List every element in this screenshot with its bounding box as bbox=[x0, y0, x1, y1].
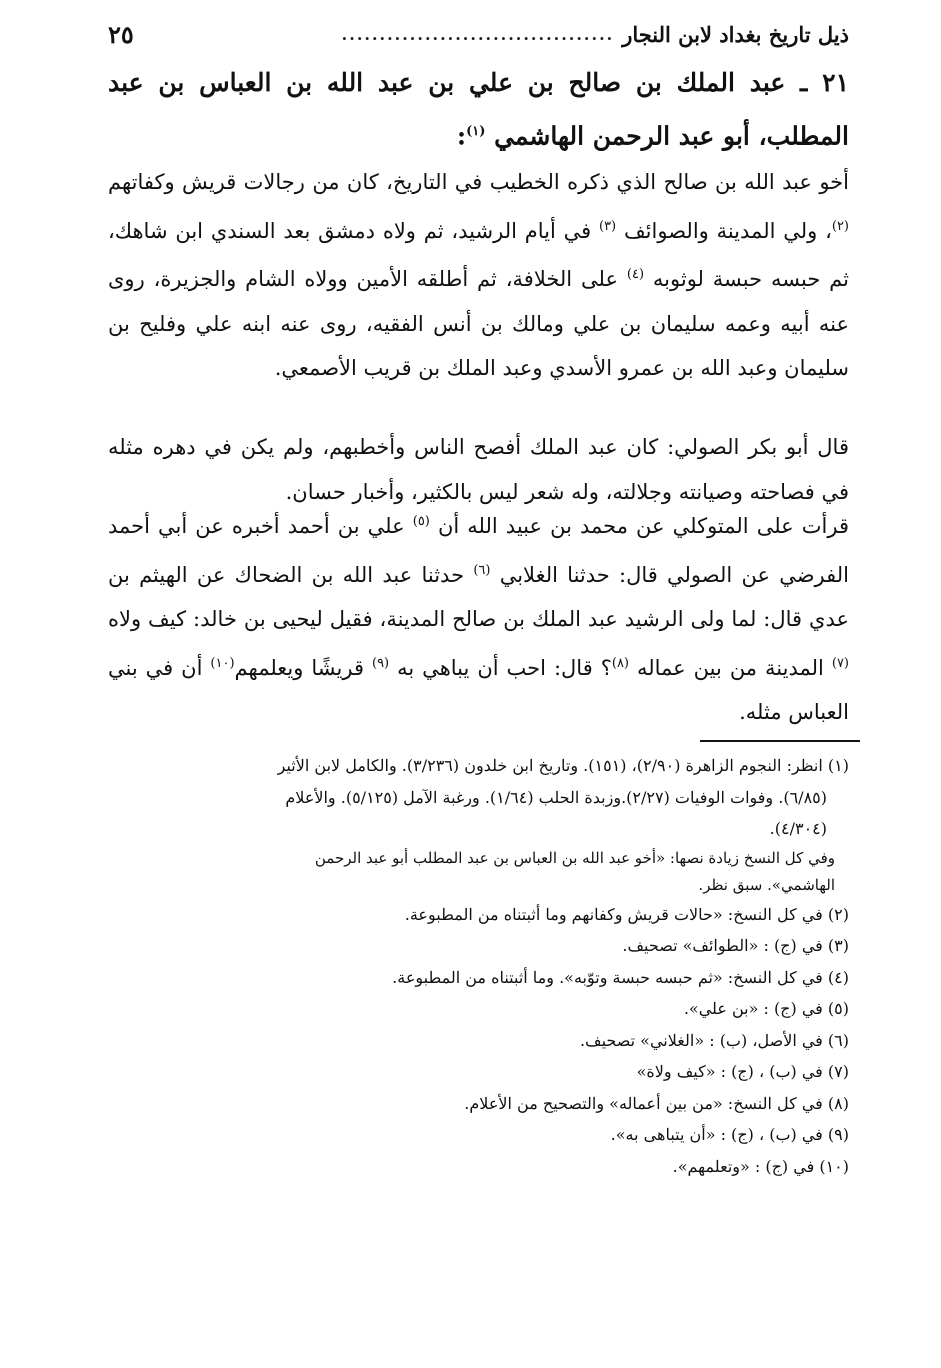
footnote-ref-7: (٧) bbox=[831, 655, 849, 671]
footnote-1-note: وفي كل النسخ زيادة نصها: «أخو عبد الله بن العباس بن عبد المطلب أبو عبد الرحمن bbox=[314, 848, 835, 867]
paragraph-text: علي بن أحمد أخبره عن أبي أحمد الفرضي عن الصولي قال: حدثنا الغلابي bbox=[108, 514, 849, 587]
footnote-1-continued: (٦/٨٥). وفوات الوفيات (٢/٢٧).وزبدة الحلب (١/٦٤). ورغبة الآمل (٥/١٢٥). والأعلام bbox=[285, 787, 827, 807]
footnote-ref-5: (٥) bbox=[412, 514, 430, 529]
footnote-1-continued: (٤/٣٠٤). bbox=[769, 819, 827, 838]
header-dot-leader: .................................... bbox=[341, 24, 615, 44]
footnote-ref-9: (٩) bbox=[371, 655, 390, 671]
footnote-ref-4: (٤) bbox=[626, 267, 645, 282]
paragraph-text: المدينة من بين عماله bbox=[636, 655, 824, 680]
running-title: ذيل تاريخ بغداد لابن النجار bbox=[622, 21, 849, 47]
paragraph-text: قريشًا ويعلمهم bbox=[234, 655, 364, 680]
footnote-5: (٥) في (ج) : «بن علي». bbox=[683, 999, 849, 1018]
paragraph-text: ، ولي المدينة والصوائف bbox=[623, 218, 832, 243]
paragraph-text: أخو عبد الله بن صالح الذي ذكره الخطيب في التاريخ، كان من رجالات قريش وكفاتهم bbox=[108, 170, 849, 194]
footnote-10: (١٠) في (ج) : «وتعلمهم». bbox=[672, 1156, 849, 1176]
paragraph-biography bbox=[108, 160, 849, 391]
footnote-3: (٣) في (ج) : «الطوائف» تصحيف. bbox=[622, 936, 849, 955]
footnote-1-note: الهاشمي». سبق نظر. bbox=[698, 875, 835, 894]
paragraph-text: ؟ قال: احب أن يباهي به bbox=[397, 655, 612, 680]
paragraph-text: قال أبو بكر الصولي: كان عبد الملك أفصح الناس وأخطبهم، ولم يكن في دهره مثله في فصاحته وصيانته وجلالته، وله شعر ليس بالكثير، وأخبار حسان. bbox=[108, 435, 849, 504]
footnotes bbox=[108, 750, 849, 1182]
footnote-2: (٢) في كل النسخ: «حالات قريش وكفانهم وما أثبتناه من المطبوعة. bbox=[404, 904, 849, 924]
footnote-1: (١) انظر: النجوم الزاهرة (٢/٩٠)، (١٥١). وتاريخ ابن خلدون (٣/٢٣٦). والكامل لابن الأثير bbox=[277, 756, 849, 775]
footnote-ref-3: (٣) bbox=[598, 218, 617, 234]
footnote-ref-1: (١) bbox=[466, 124, 486, 139]
paragraph-text: على الخلافة، ثم أطلقه الأمين وولاه الشام والجزيرة، روى عنه أبيه وعمه سليمان بن علي ومالك بن أنس الفقيه، روى عنه ابنه علي وفليح بن سليمان وعبد الله بن عمرو الأسدي وعبد الملك بن قريب الأصمعي. bbox=[108, 267, 849, 380]
paragraph-text: أن في بني العباس مثله. bbox=[108, 655, 849, 724]
paragraph-narration bbox=[108, 500, 849, 735]
page-number: ٢٥ bbox=[108, 19, 134, 49]
footnote-7: (٧) في (ب) ، (ج) : «كيف ولاة» bbox=[636, 1062, 849, 1081]
footnote-ref-2: (٢) bbox=[831, 218, 849, 234]
paragraph-text: قرأت على المتوكلي عن محمد بن عبيد الله أن bbox=[437, 514, 849, 538]
entry-title-text: ٢١ ـ عبد الملك بن صالح بن علي بن عبد الله بن العباس بن عبد المطلب، أبو عبد الرحمن الهاشمي bbox=[108, 68, 849, 151]
footnote-ref-6: (٦) bbox=[473, 562, 491, 578]
footnote-4: (٤) في كل النسخ: «ثم حبسه حبسة وتوّبه». وما أثبتناه من المطبوعة. bbox=[392, 967, 849, 987]
footnote-8: (٨) في كل النسخ: «من بين أعماله» والتصحيح من الأعلام. bbox=[464, 1093, 849, 1113]
paragraph-text: حدثنا عبد الله بن الضحاك عن الهيثم بن عدي قال: لما ولى الرشيد عبد الملك بن صالح المدينة، فقيل ليحيى بن خالد: كيف ولاه bbox=[108, 562, 849, 631]
footnote-9: (٩) في (ب) ، (ج) : «أن يتباهى به». bbox=[610, 1125, 849, 1144]
paragraph-text: في أيام الرشيد، ثم ولاه دمشق بعد السندي ابن شاهك، ثم حبسه حبسة لوثوبه bbox=[108, 218, 849, 291]
footnote-ref-8: (٨) bbox=[611, 655, 629, 671]
page-header bbox=[108, 14, 849, 54]
footnote-separator bbox=[700, 740, 860, 742]
entry-title-colon: : bbox=[456, 121, 467, 151]
entry-title bbox=[108, 58, 849, 160]
footnote-ref-10: (١٠) bbox=[210, 655, 235, 671]
footnote-6: (٦) في الأصل، (ب) : «الغلاني» تصحيف. bbox=[579, 1030, 849, 1050]
